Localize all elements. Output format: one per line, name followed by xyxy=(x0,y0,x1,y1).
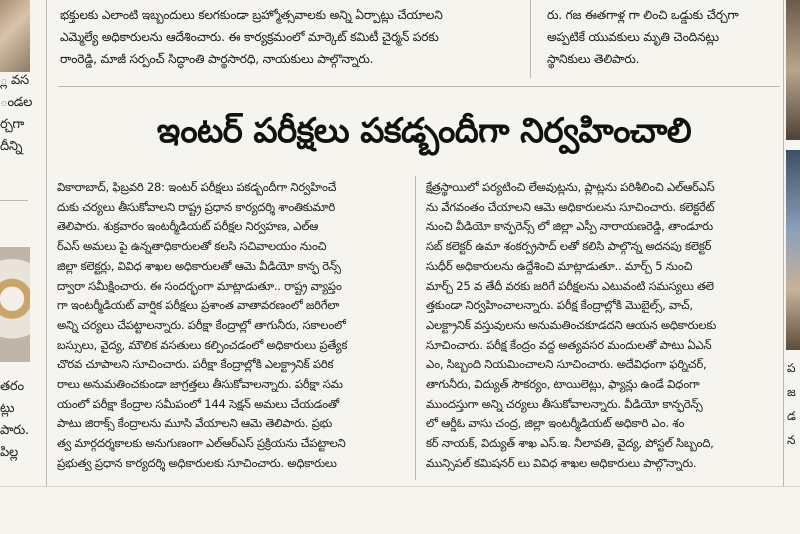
body-line: వికారాబాద్, ఫిబ్రవరి 28: ఇంటర్ పరీక్షలు పకడ్బందీగా నిర్వహించే xyxy=(57,180,337,194)
left-photo-clipped xyxy=(0,247,30,362)
article-line: స్థానికులు తెలిపారు. xyxy=(547,52,640,66)
article-line: రాంరెడ్డి, మాజీ సర్పంచ్ సిద్ధాంతి పార్థసారధి, నాయకులు పాల్గొన్నారు. xyxy=(60,52,374,66)
body-line: బస్సులు, వైద్య, మౌలిక వసతులు కల్పించడంలో అధికారులు ప్రత్యేక xyxy=(57,337,348,352)
body-line: తాగునీరు, విద్యుత్ సౌకర్యం, టాయిలెట్లు, ఫ్యాన్లు ఉండే విధంగా xyxy=(426,377,700,392)
left-snippet: ్ల వస xyxy=(0,73,29,88)
body-line: ముందస్తుగా అన్ని చర్యలు తీసుకోవాలన్నారు. వీడియో కాన్ఫరెన్స్ xyxy=(426,396,703,411)
body-line: సబ్ కలెక్టర్ ఉమా శంకర్ప్రసాద్ లతో కలిసి పాల్గొన్న అదనపు కలెక్టర్ xyxy=(426,239,712,254)
article-line: ఎమ్మెల్యే అధికారులను ఆదేశించారు. ఈ కార్యక్రమంలో మార్కెట్ కమిటీ చైర్మన్ పరకు xyxy=(60,30,439,44)
body-line: కర్ నాయక్, విద్యుత్ శాఖ ఎస్.ఇ. నీలావతి, వైద్య, పోస్టల్ సిబ్బంది, xyxy=(426,436,714,451)
body-line: అన్ని చర్యలు చేపట్టాలన్నారు. పరీక్షా కేంద్రాల్లో తాగునీరు, సకాలంలో xyxy=(57,317,346,332)
article-line: రు. గజ ఈతగాళ్ల గా లించి ఒడ్డుకు చేర్చగా xyxy=(547,8,739,22)
page-bottom-rule xyxy=(0,486,800,487)
left-snippet: ర్చగా xyxy=(0,117,25,132)
left-divider xyxy=(0,200,28,201)
body-line: జిల్లా కలెక్టర్లు, వివిధ శాఖల అధికారులతో ఆమె వీడియో కాన్ఫ రెన్స్ xyxy=(57,258,341,273)
right-snippet: డ xyxy=(787,409,796,423)
body-line: లో ఆర్డీఓ వాసు చంద్ర, జిల్లా ఇంటర్మీడియట్ అధికారి ఎం. శం xyxy=(426,416,685,431)
body-line: రాలు అనుమతించకుండా జాగ్రత్తలు తీసుకోవాలన్నారు. పరీక్షా సమ xyxy=(57,377,343,392)
column-rule xyxy=(783,0,784,486)
body-line: ప్రభుత్వ ప్రధాన కార్యదర్శి అధికారులకు సూచించారు. అధికారులు xyxy=(57,455,337,470)
section-divider xyxy=(58,86,780,87)
left-snippet: పారు. xyxy=(0,423,29,438)
left-snippet: ట్లు xyxy=(0,401,15,416)
article-body-column-1 xyxy=(57,178,409,474)
article-line: భక్తులకు ఎలాంటి ఇబ్బందులు కలగకుండా బ్రహ్మోత్సవాలకు అన్ని ఏర్పాట్లు చేయాలని xyxy=(60,8,443,22)
right-snippet: న xyxy=(787,433,796,447)
left-snippet: పిల్ల xyxy=(0,445,18,460)
body-line: గా ఇంటర్మీడియట్ వార్షిక పరీక్షలు ప్రశాంత వాతావరణంలో జరిగేలా xyxy=(57,298,340,313)
column-rule xyxy=(415,176,416,480)
body-line: దుకు చర్యలు తీసుకోవాలని రాష్ట్ర ప్రధాన కార్యదర్శి శాంతికుమారి xyxy=(57,199,335,214)
body-line: సూచించారు. పరీక్ష కేంద్రం వద్ద అత్యవసర మందులతో పాటు ఏఎన్ xyxy=(426,337,712,352)
body-line: త్తకుండా నిర్వహించాలన్నారు. పరీక్ష కేంద్రాల్లోకి మొబైల్స్, వాచ్, xyxy=(426,298,693,313)
body-line: మార్చ్ 25 వ తేదీ వరకు జరిగే పరీక్షలను ఎటువంటి సమస్యలు తలె xyxy=(426,278,714,293)
body-line: ర్ఎస్ అమలు పై ఉన్నతాధికారులతో కలసి సచివాలయం నుంచి xyxy=(57,239,327,254)
body-line: చొరవ చూపాలని సూచించారు. పరీక్షా కేంద్రాల్లోకి ఎలక్ట్రానిక్ పరిక xyxy=(57,357,334,372)
right-snippet: ప xyxy=(787,361,796,375)
body-line: మున్సిపల్ కమిషనర్ లు వివిధ శాఖల అధికారులు పాల్గొన్నారు. xyxy=(426,455,697,470)
body-line: ద్వారా సమీక్షించారు. ఈ సందర్భంగా మాట్లాడుతూ.. రాష్ట్ర వ్యాప్తం xyxy=(57,278,342,293)
article-body-column-2 xyxy=(426,178,778,474)
left-snippet: తరం xyxy=(0,379,24,394)
article-headline: ఇంటర్ పరీక్షలు పకడ్బందీగా నిర్వహించాలి xyxy=(156,111,692,151)
article-line: అప్పటికే యువకులు మృతి చెందినట్లు xyxy=(547,30,719,44)
body-line: క్షేత్రస్థాయిలో పర్యటించి లేఅవుట్లను, ప్లాట్లను పరిశీలించి ఎల్ఆర్ఎస్ xyxy=(426,180,715,194)
right-photo-clipped xyxy=(786,150,800,350)
column-rule xyxy=(530,0,531,78)
column-rule xyxy=(46,0,47,486)
left-snippet: ండల xyxy=(0,95,33,110)
body-line: నుంచి వీడియో కాన్ఫరెన్స్ లో జిల్లా ఎస్పీ నారాయణరెడ్డి, తాండూరు xyxy=(426,219,713,234)
right-snippet: జ xyxy=(787,385,796,399)
top-article-left xyxy=(60,0,520,70)
body-line: ఎలక్ట్రానిక్ వస్తువులను అనుమతించకూడదని ఆయన అధికారులకు xyxy=(426,317,717,332)
body-line: ను వేగవంతం చేయాలని ఆమె అధికారులను సూచించారు. కలెక్టరేట్ xyxy=(426,199,715,214)
body-line: త్వ మార్గదర్శకాలకు అనుగుణంగా ఎల్ఆర్ఎస్ ప్రక్రియను చేపట్టాలని xyxy=(57,436,346,451)
body-line: పాటు జిరాక్స్ కేంద్రాలను మూసి వేయాలని ఆమె తెలిపారు. ప్రభు xyxy=(57,416,333,431)
right-photo-clipped xyxy=(786,0,800,140)
body-line: తెలిపారు. శుక్రవారం ఇంటర్మీడియట్ పరీక్షల నిర్వహణ, ఎల్ఆ xyxy=(57,219,319,234)
body-line: సుధీర్ అధికారులను ఉద్దేశించి మాట్లాడుతూ.. మార్చ్ 5 నుంచి xyxy=(426,258,693,273)
top-article-right xyxy=(547,0,779,70)
body-line: యంలో పరీక్షా కేంద్రాల సమీపంలో 144 సెక్షన్ అమలు చేయడంతో xyxy=(57,396,339,411)
left-photo-clipped xyxy=(0,0,30,72)
body-line: ఎం, సిబ్బంది నియమించాలని సూచించారు. అదేవిధంగా ఫర్నిచర్, xyxy=(426,357,707,372)
left-snippet: దీన్ని xyxy=(0,139,23,154)
